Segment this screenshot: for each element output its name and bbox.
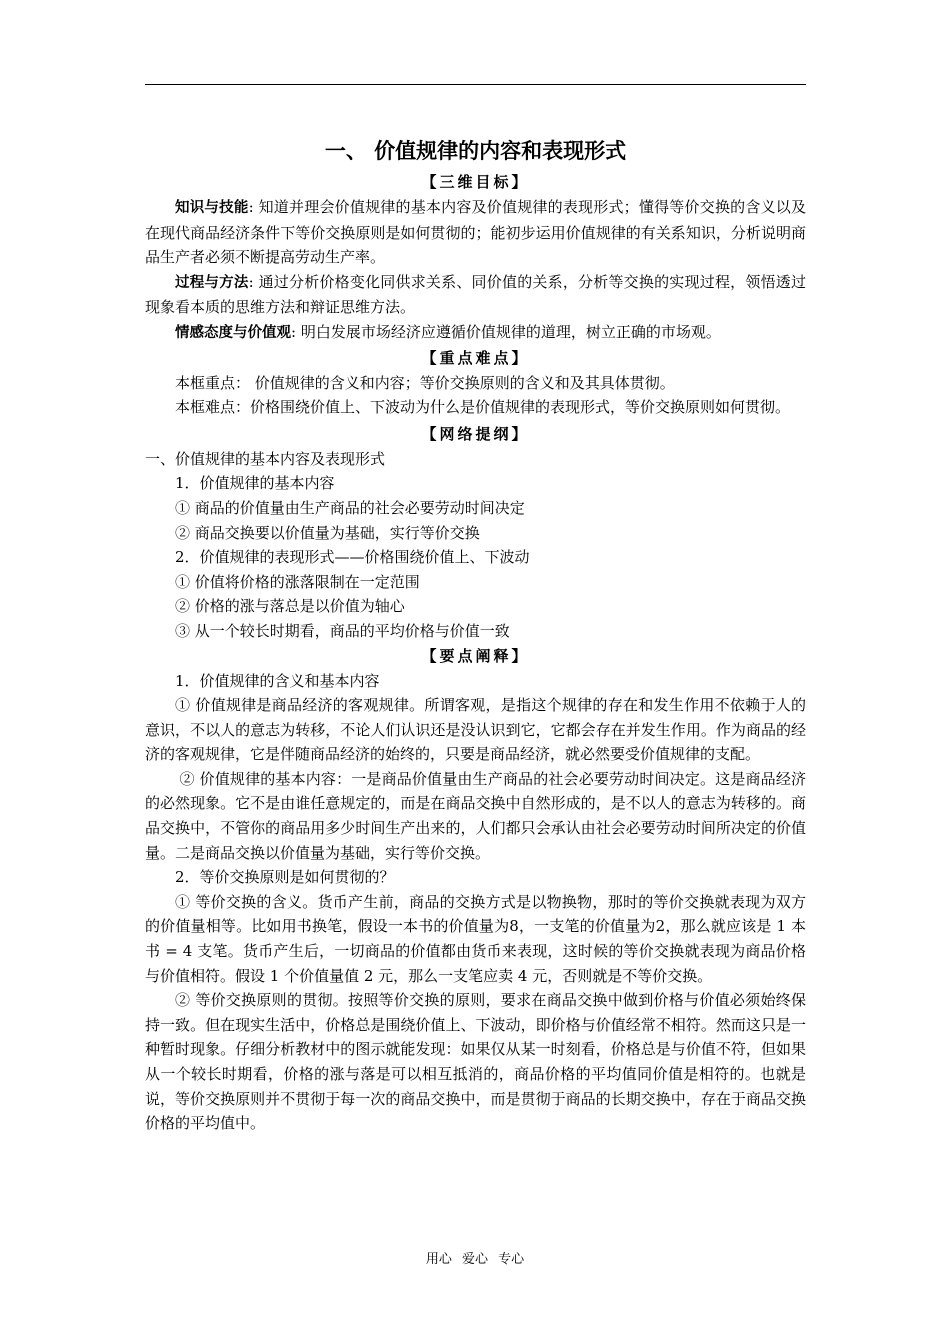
goal-text: : 通过分析价格变化同供求关系、同价值的关系，分析等交换的实现过程，领悟透过现象看本质的思维方法和辩证思维方法。 xyxy=(145,272,807,317)
page-title: 一、 价值规律的内容和表现形式 xyxy=(324,138,627,163)
goal-knowledge xyxy=(145,195,806,270)
outline-item: 1．价值规律的基本内容 xyxy=(175,474,335,493)
outline-item: ③ 从一个较长时期看，商品的平均价格与价值一致 xyxy=(175,621,510,640)
outline-main: 一、价值规律的基本内容及表现形式 xyxy=(145,449,386,468)
goal-method xyxy=(145,270,806,320)
explain-paragraph: ① 等价交换的含义。货币产生前，商品的交换方式是以物换物，那时的等价交换就表现为双方的价值量相等。比如用书换笔，假设一本书的价值量为8，一支笔的价值量为2，那么就应该是 1 本书 = 4 支笔。货币产生后，一切商品的价值都由货币来表现，这时候的等价交换就表现为商品价格与价值相符。假设 1 个价值量值 2 元，那么一支笔应卖 4 元，否则就是不等价交换。 xyxy=(145,892,806,985)
outline-item: ① 商品的价值量由生产商品的社会必要劳动时间决定 xyxy=(175,498,525,517)
outline-item: ② 商品交换要以价值量为基础，实行等价交换 xyxy=(175,523,480,542)
goal-label: 过程与方法 xyxy=(175,274,249,291)
section-heading-key: 【重点难点】 xyxy=(421,348,530,367)
document-body xyxy=(145,132,806,1136)
outline-item: 2．价值规律的表现形式——价格围绕价值上、下波动 xyxy=(175,548,530,567)
goal-label: 知识与技能 xyxy=(175,200,249,216)
section-heading-outline: 【网络提纲】 xyxy=(421,424,530,443)
goal-attitude xyxy=(145,320,806,346)
outline-item: ① 价值将价格的涨落限制在一定范围 xyxy=(175,572,420,591)
goal-text: : 明白发展市场经济应遵循价值规律的道理，树立正确的市场观。 xyxy=(291,322,721,341)
header-rule xyxy=(145,84,806,85)
explain-paragraph: ① 价值规律是商品经济的客观规律。所谓客观，是指这个规律的存在和发生作用不依赖于人的意识，不以人的意志为转移，不论人们认识还是没认识到它，它都会存在并发生作用。作为商品的经济的客观规律，它是伴随商品经济的始终的，只要是商品经济，就必然要受价值规律的支配。 xyxy=(145,696,806,764)
explain-heading: 2．等价交换原则是如何贯彻的？ xyxy=(175,868,395,887)
explain-paragraph: ② 等价交换原则的贯彻。按照等价交换的原则，要求在商品交换中做到价格与价值必须始终保持一致。但在现实生活中，价格总是围绕价值上、下波动，即价格与价值经常不相符。然而这只是一种暂时现象。仔细分析教材中的图示就能发现：如果仅从某一时刻看，价格总是与价值不符，但如果从一个较长时期看，价格的涨与落是可以相互抵消的，商品价格的平均值同价值是相符的。也就是说，等价交换原则并不贯彻于每一次的商品交换中，而是贯彻于商品的长期交换中，存在于商品交换价格的平均值中。 xyxy=(145,991,806,1133)
key-difficulty: 本框难点：价格围绕价值上、下波动为什么是价值规律的表现形式，等价交换原则如何贯彻。 xyxy=(175,398,791,417)
explain-heading: 1．价值规律的含义和基本内容 xyxy=(175,671,380,690)
section-heading-goals: 【三维目标】 xyxy=(421,173,530,191)
page-footer: 用心 爱心 专心 xyxy=(425,1252,525,1267)
goal-text: : 知道并理会价值规律的基本内容及价值规律的表现形式；懂得等价交换的含义以及在现代商品经济条件下等价交换原则是如何贯彻的；能初步运用价值规律的有关系知识，分析说明商品生产者必须不断提高劳动生产率。 xyxy=(145,198,807,267)
section-heading-explain: 【要点阐释】 xyxy=(421,646,530,665)
outline-item: ② 价格的涨与落总是以价值为轴心 xyxy=(175,597,405,616)
key-focus: 本框重点： 价值规律的含义和内容；等价交换原则的含义和及其具体贯彻。 xyxy=(175,373,675,392)
goal-label: 情感态度与价值观 xyxy=(175,324,291,341)
explain-paragraph: ② 价值规律的基本内容：一是商品价值量由生产商品的社会必要劳动时间决定。这是商品经济的必然现象。它不是由谁任意规定的，而是在商品交换中自然形成的，是不以人的意志为转移的。商品交换中，不管你的商品用多少时间生产出来的，人们都只会承认由社会必要劳动时间所决定的价值量。二是商品交换以价值量为基础，实行等价交换。 xyxy=(145,769,806,862)
